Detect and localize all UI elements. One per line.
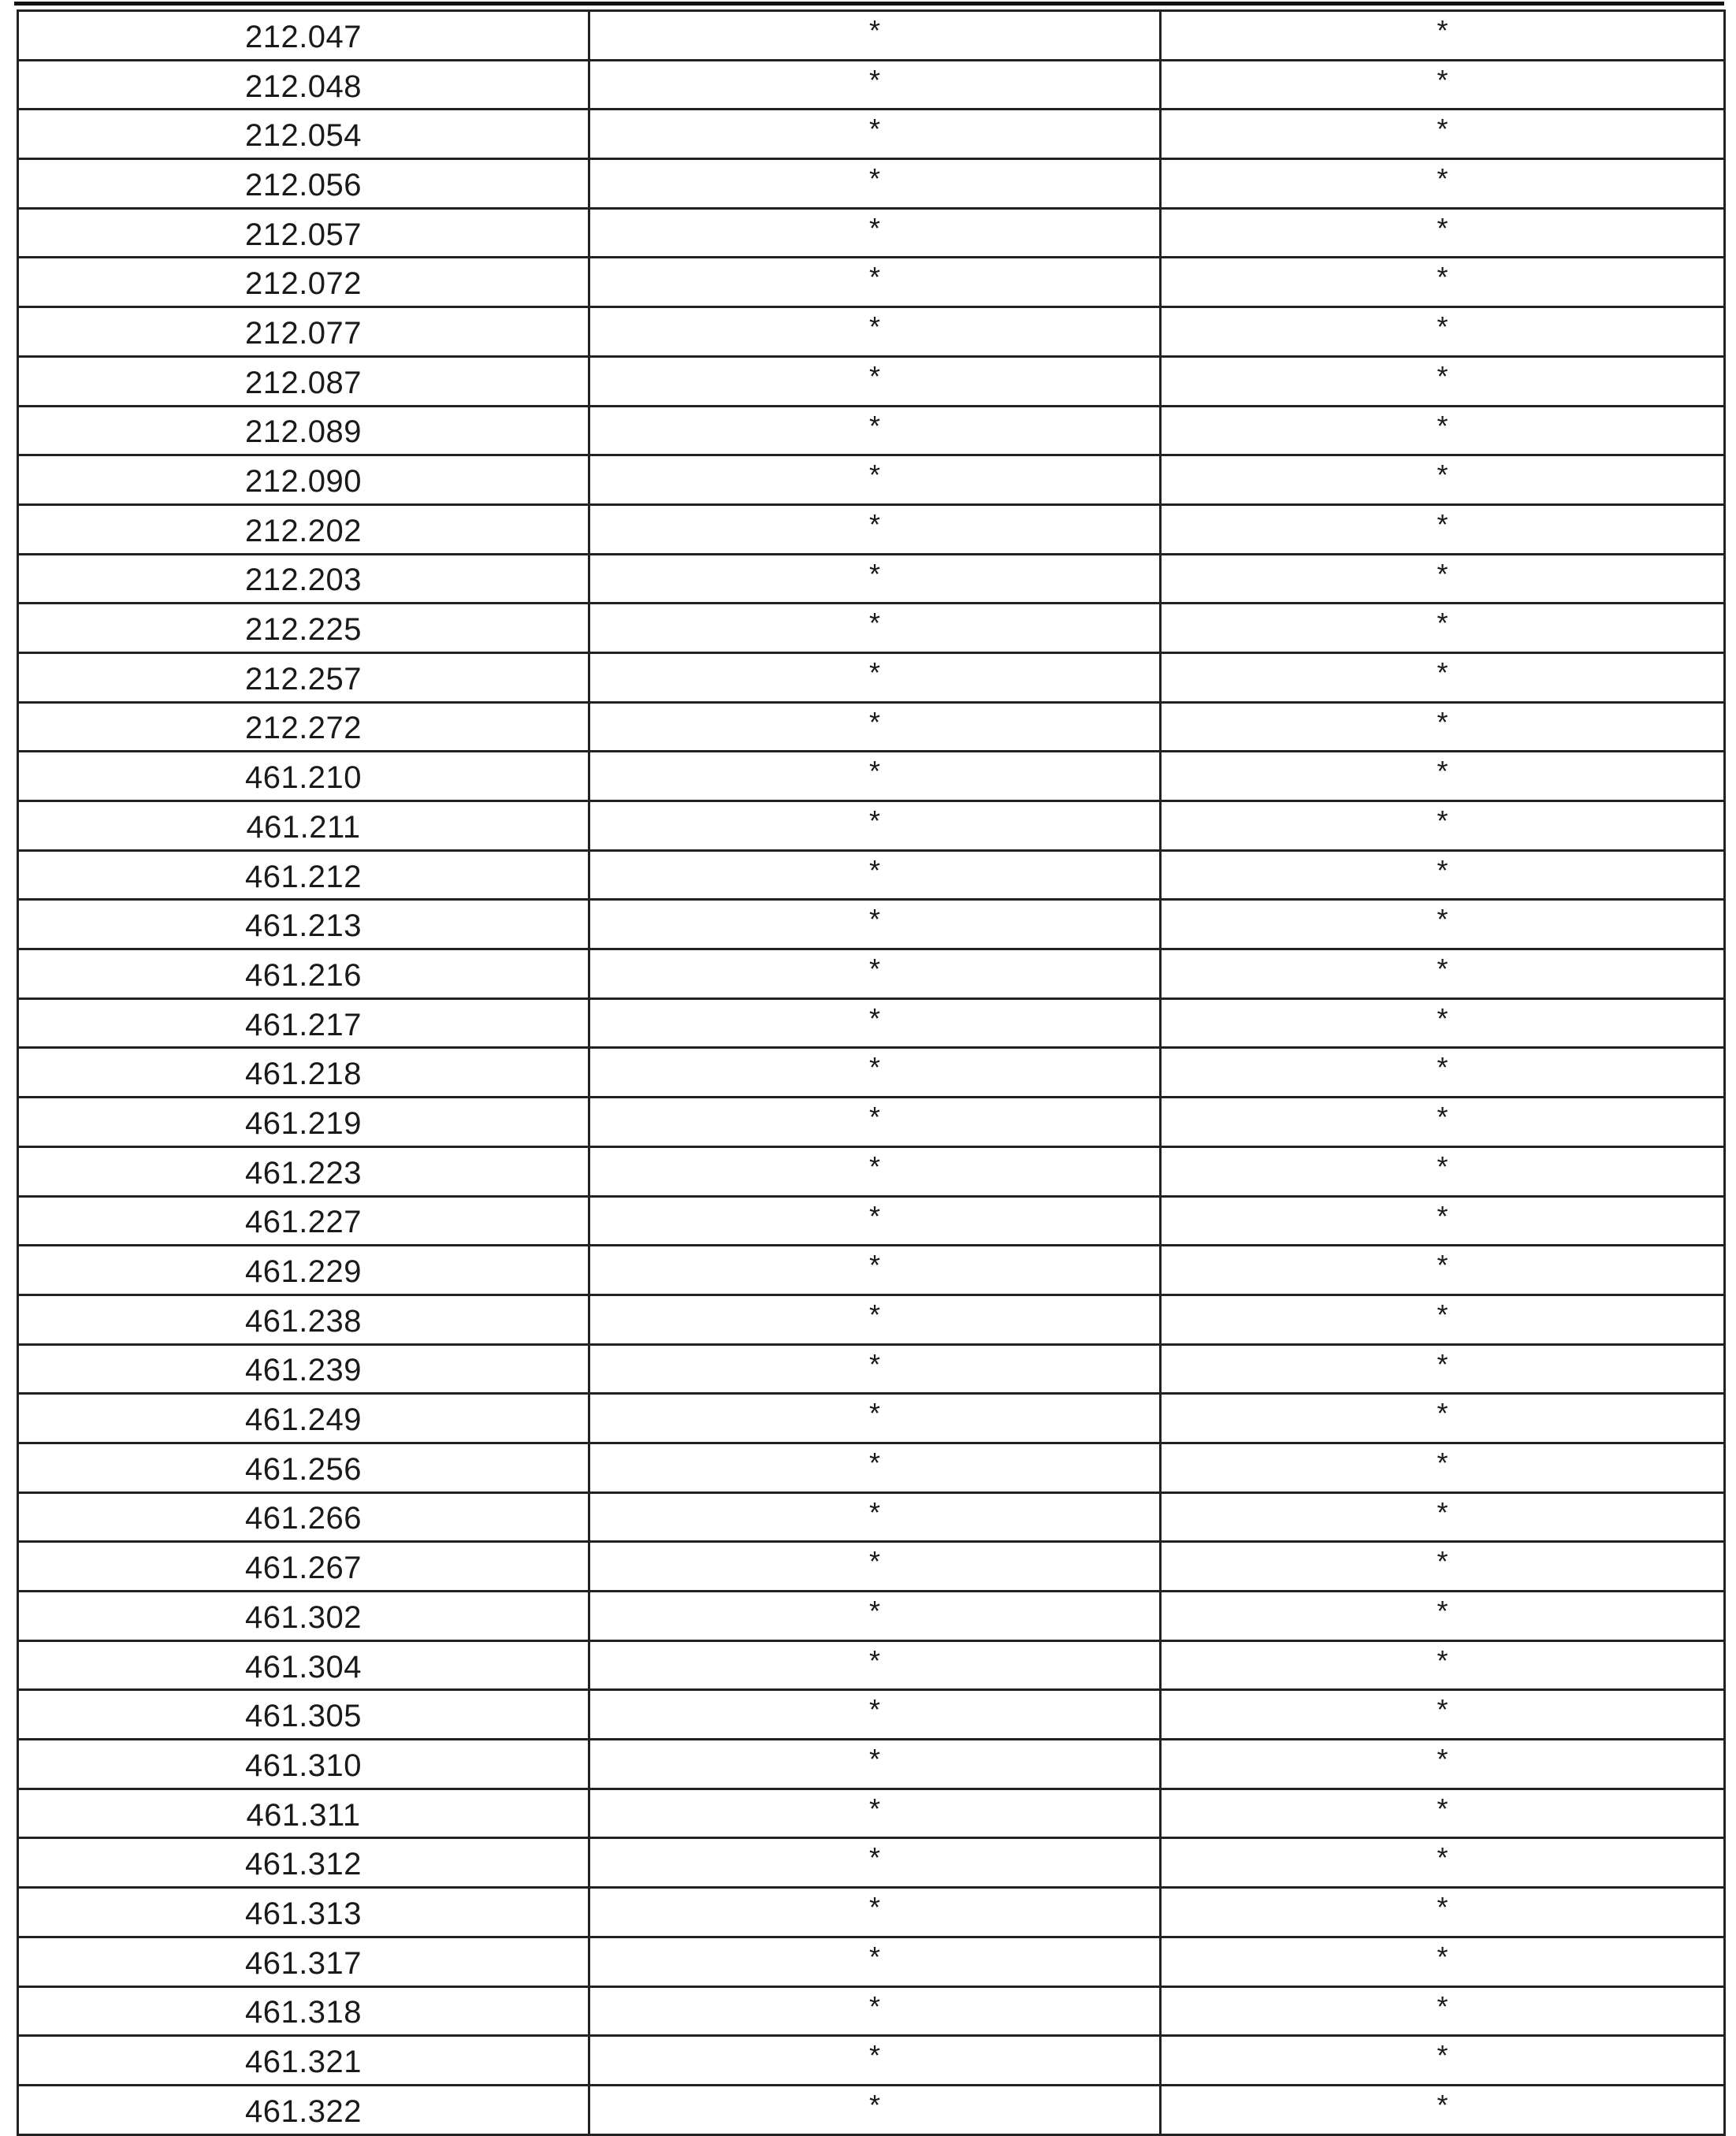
mark-cell-col2: * [589,258,1161,307]
code-cell: 461.310 [18,1740,589,1789]
table-row [18,1048,1725,1098]
table-row [18,752,1725,801]
code-cell: 461.311 [18,1789,589,1838]
mark-cell-col2: * [589,1937,1161,1986]
mark-cell-col3: * [1161,307,1725,357]
code-cell: 461.219 [18,1098,589,1147]
code-cell: 461.239 [18,1344,589,1394]
code-cell: 212.257 [18,652,589,702]
mark-cell-col3: * [1161,258,1725,307]
mark-cell-col2: * [589,1888,1161,1937]
mark-cell-col3: * [1161,1098,1725,1147]
mark-cell-col3: * [1161,1690,1725,1740]
mark-cell-col3: * [1161,2085,1725,2134]
mark-cell-col3: * [1161,850,1725,900]
mark-cell-col3: * [1161,1492,1725,1542]
table-row [18,504,1725,554]
mark-cell-col2: * [589,900,1161,949]
code-cell: 461.305 [18,1690,589,1740]
table-row [18,2085,1725,2134]
mark-cell-col2: * [589,702,1161,752]
code-cell: 461.216 [18,949,589,999]
code-cell: 461.256 [18,1443,589,1492]
code-cell: 461.312 [18,1838,589,1888]
mark-cell-col2: * [589,652,1161,702]
mark-cell-col3: * [1161,504,1725,554]
code-cell: 461.212 [18,850,589,900]
table-row [18,1838,1725,1888]
mark-cell-col2: * [589,307,1161,357]
mark-cell-col2: * [589,455,1161,505]
code-cell: 212.054 [18,110,589,159]
code-cell: 461.249 [18,1394,589,1443]
table-row [18,356,1725,406]
mark-cell-col2: * [589,604,1161,653]
table-row [18,1246,1725,1295]
mark-cell-col3: * [1161,1146,1725,1196]
table-row [18,208,1725,258]
code-cell: 212.072 [18,258,589,307]
table-row [18,2036,1725,2086]
table-row [18,307,1725,357]
mark-cell-col2: * [589,1740,1161,1789]
top-rule [14,2,1724,6]
mark-cell-col2: * [589,998,1161,1048]
mark-cell-col2: * [589,504,1161,554]
code-cell: 461.217 [18,998,589,1048]
mark-cell-col3: * [1161,998,1725,1048]
mark-cell-col3: * [1161,110,1725,159]
code-cell: 461.317 [18,1937,589,1986]
table-row [18,801,1725,851]
code-cell: 461.218 [18,1048,589,1098]
code-cell: 212.057 [18,208,589,258]
mark-cell-col3: * [1161,1592,1725,1641]
table-row [18,1394,1725,1443]
mark-cell-col3: * [1161,801,1725,851]
mark-cell-col2: * [589,159,1161,209]
mark-cell-col2: * [589,949,1161,999]
mark-cell-col2: * [589,801,1161,851]
table-body [18,11,1725,2135]
code-cell: 461.211 [18,801,589,851]
table-row [18,1196,1725,1246]
mark-cell-col3: * [1161,1888,1725,1937]
mark-cell-col2: * [589,1394,1161,1443]
code-table [17,9,1726,2136]
table-row [18,1098,1725,1147]
code-cell: 212.203 [18,554,589,604]
code-cell: 212.048 [18,60,589,110]
mark-cell-col2: * [589,1640,1161,1690]
mark-cell-col3: * [1161,1542,1725,1592]
mark-cell-col3: * [1161,554,1725,604]
table-row [18,1146,1725,1196]
mark-cell-col3: * [1161,455,1725,505]
table-row [18,159,1725,209]
mark-cell-col3: * [1161,900,1725,949]
mark-cell-col2: * [589,1492,1161,1542]
mark-cell-col3: * [1161,11,1725,61]
table-row [18,258,1725,307]
code-cell: 461.322 [18,2085,589,2134]
mark-cell-col2: * [589,1196,1161,1246]
mark-cell-col3: * [1161,1640,1725,1690]
code-cell: 212.087 [18,356,589,406]
mark-cell-col2: * [589,110,1161,159]
code-cell: 212.272 [18,702,589,752]
table-row [18,900,1725,949]
mark-cell-col3: * [1161,1838,1725,1888]
mark-cell-col2: * [589,1246,1161,1295]
code-cell: 461.213 [18,900,589,949]
code-cell: 461.302 [18,1592,589,1641]
mark-cell-col2: * [589,208,1161,258]
mark-cell-col3: * [1161,159,1725,209]
code-cell: 461.318 [18,1986,589,2036]
mark-cell-col2: * [589,60,1161,110]
mark-cell-col2: * [589,1690,1161,1740]
mark-cell-col3: * [1161,1196,1725,1246]
mark-cell-col2: * [589,1146,1161,1196]
mark-cell-col3: * [1161,406,1725,455]
table-row [18,702,1725,752]
table-row [18,998,1725,1048]
code-cell: 461.210 [18,752,589,801]
mark-cell-col3: * [1161,652,1725,702]
mark-cell-col2: * [589,2085,1161,2134]
mark-cell-col3: * [1161,208,1725,258]
table-row [18,850,1725,900]
mark-cell-col2: * [589,1789,1161,1838]
mark-cell-col2: * [589,1344,1161,1394]
table-row [18,949,1725,999]
code-cell: 461.227 [18,1196,589,1246]
mark-cell-col2: * [589,406,1161,455]
table-row [18,406,1725,455]
mark-cell-col2: * [589,356,1161,406]
mark-cell-col3: * [1161,604,1725,653]
table-row [18,110,1725,159]
mark-cell-col2: * [589,1295,1161,1344]
mark-cell-col2: * [589,1542,1161,1592]
code-cell: 461.304 [18,1640,589,1690]
mark-cell-col3: * [1161,752,1725,801]
mark-cell-col2: * [589,1592,1161,1641]
table-row [18,1789,1725,1838]
mark-cell-col2: * [589,1443,1161,1492]
table-row [18,1542,1725,1592]
table-row [18,1740,1725,1789]
code-cell: 212.225 [18,604,589,653]
mark-cell-col2: * [589,2036,1161,2086]
mark-cell-col3: * [1161,1246,1725,1295]
code-cell: 461.266 [18,1492,589,1542]
mark-cell-col3: * [1161,1986,1725,2036]
mark-cell-col3: * [1161,2036,1725,2086]
table-row [18,60,1725,110]
mark-cell-col2: * [589,850,1161,900]
table-row [18,1492,1725,1542]
mark-cell-col2: * [589,1986,1161,2036]
mark-cell-col2: * [589,554,1161,604]
mark-cell-col3: * [1161,356,1725,406]
mark-cell-col3: * [1161,1394,1725,1443]
table-row [18,1592,1725,1641]
code-cell: 461.313 [18,1888,589,1937]
table-row [18,604,1725,653]
mark-cell-col3: * [1161,1443,1725,1492]
code-cell: 212.047 [18,11,589,61]
code-cell: 212.089 [18,406,589,455]
table-row [18,1344,1725,1394]
mark-cell-col3: * [1161,1048,1725,1098]
mark-cell-col3: * [1161,1789,1725,1838]
mark-cell-col3: * [1161,1937,1725,1986]
mark-cell-col3: * [1161,702,1725,752]
table-row [18,1443,1725,1492]
mark-cell-col2: * [589,11,1161,61]
table-row [18,455,1725,505]
mark-cell-col3: * [1161,1295,1725,1344]
table-row [18,1986,1725,2036]
table-row [18,1937,1725,1986]
mark-cell-col2: * [589,1048,1161,1098]
table-row [18,1640,1725,1690]
table-row [18,11,1725,61]
mark-cell-col2: * [589,1838,1161,1888]
code-cell: 461.267 [18,1542,589,1592]
code-cell: 461.229 [18,1246,589,1295]
code-cell: 212.202 [18,504,589,554]
code-cell: 212.077 [18,307,589,357]
table-row [18,1295,1725,1344]
mark-cell-col2: * [589,752,1161,801]
code-cell: 212.056 [18,159,589,209]
mark-cell-col3: * [1161,60,1725,110]
code-cell: 212.090 [18,455,589,505]
mark-cell-col3: * [1161,1740,1725,1789]
table-row [18,1888,1725,1937]
mark-cell-col3: * [1161,949,1725,999]
table-row [18,1690,1725,1740]
table-row [18,554,1725,604]
table-row [18,652,1725,702]
mark-cell-col2: * [589,1098,1161,1147]
code-cell: 461.321 [18,2036,589,2086]
mark-cell-col3: * [1161,1344,1725,1394]
code-cell: 461.238 [18,1295,589,1344]
code-cell: 461.223 [18,1146,589,1196]
